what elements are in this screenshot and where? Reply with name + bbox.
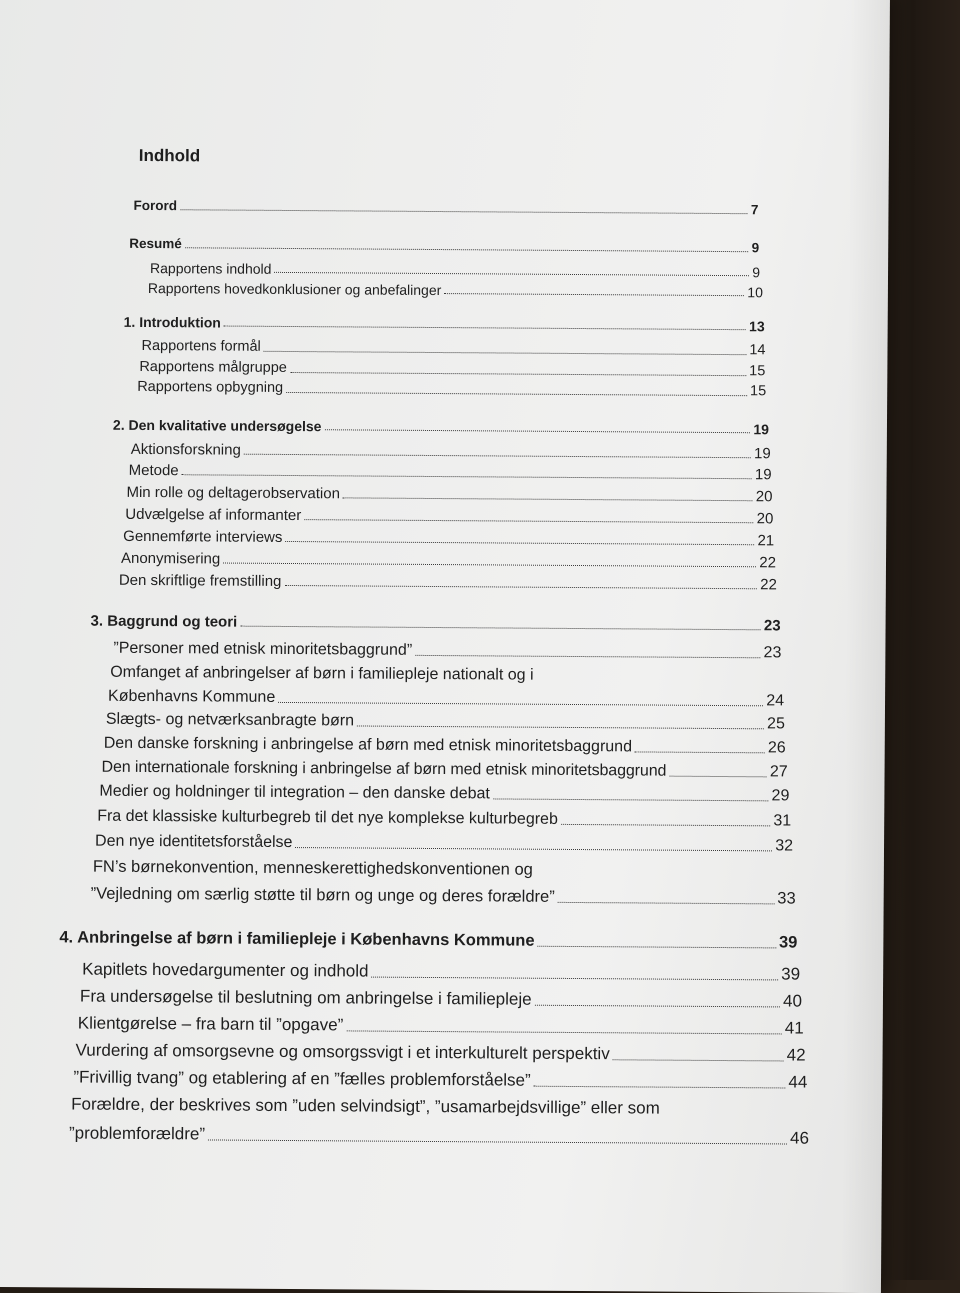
toc-entry-den-skriftlige-fremstilling	[119, 572, 777, 594]
toc-entry-gennemfoerte-interviews	[123, 528, 774, 550]
toc-label: Slægts- og netværksanbragte børn	[105, 710, 355, 730]
toc-label: Fra undersøgelse til beslutning om anbringelse i familiepleje	[79, 986, 532, 1009]
toc-entry-anbringelse	[59, 928, 797, 952]
toc-page-number: 39	[778, 933, 798, 952]
toc-leader-dots	[613, 1058, 784, 1061]
toc-leader-dots	[208, 1138, 787, 1144]
toc-leader-dots	[635, 751, 765, 754]
toc-entry-rapportens-indhold	[150, 260, 760, 280]
toc-leader-dots	[264, 349, 747, 354]
toc-page-number: 33	[777, 889, 796, 908]
toc-entry-fn-line1: FN’s børnekonvention, menneskerettighedskonventionen og	[92, 857, 533, 879]
toc-leader-dots	[357, 725, 764, 730]
toc-entry-slaegts-og-netvaerk	[106, 711, 785, 734]
toc-entry-frivillig-tvang	[73, 1068, 807, 1093]
toc-entry-metode	[129, 462, 772, 484]
toc-page-number: 25	[767, 715, 785, 733]
toc-entry-omfanget	[108, 688, 784, 711]
toc-page-number: 23	[763, 644, 782, 662]
toc-entry-danske-forskning	[104, 735, 786, 758]
toc-entry-rapportens-formaal	[141, 338, 765, 359]
toc-entry-aktionsforskning	[131, 441, 771, 463]
toc-leader-dots	[304, 518, 753, 523]
toc-page-number: 22	[760, 576, 777, 594]
toc-page-number: 26	[767, 739, 786, 757]
toc-page-number: 9	[752, 264, 761, 281]
page-title: Indhold	[138, 145, 201, 166]
toc-leader-dots	[224, 325, 746, 331]
toc-page-number: 24	[766, 692, 785, 710]
toc-page-number: 20	[756, 510, 774, 528]
toc-leader-dots	[324, 428, 750, 433]
toc-label: ”Vejledning om særlig støtte til børn og unge og deres forældre”	[90, 884, 555, 906]
toc-page-number: 39	[781, 964, 801, 984]
toc-page-number: 27	[769, 763, 788, 781]
toc-label: Gennemførte interviews	[123, 527, 283, 546]
toc-leader-dots	[244, 453, 751, 459]
toc-page-number: 23	[763, 617, 781, 635]
toc-label: Resumé	[129, 235, 182, 252]
toc-page-number: 9	[751, 240, 760, 256]
toc-leader-dots	[538, 945, 776, 949]
toc-label: Den nye identitetsforståelse	[94, 832, 293, 852]
toc-entry-forord	[133, 198, 758, 218]
toc-page-number: 44	[788, 1072, 808, 1092]
toc-leader-dots	[415, 654, 760, 658]
toc-leader-dots	[285, 540, 754, 545]
toc-entry-internationale-forskning	[101, 759, 787, 782]
toc-label: Min rolle og deltagerobservation	[126, 483, 341, 503]
toc-page-number: 22	[759, 554, 777, 572]
toc-label: Den internationale forskning i anbringelse af børn med etnisk minoritetsbaggrund	[101, 758, 667, 780]
toc-leader-dots	[290, 371, 746, 376]
toc-entry-rapportens-maalgruppe	[139, 359, 765, 380]
toc-page-number: 21	[757, 532, 775, 550]
toc-page-number: 7	[750, 202, 759, 218]
toc-label: Klientgørelse – fra barn til ”opgave”	[77, 1013, 344, 1035]
toc-page-number: 10	[747, 284, 763, 301]
toc-leader-dots	[534, 1084, 786, 1088]
toc-leader-dots	[558, 901, 775, 905]
toc-label: 2. Den kvalitative undersøgelse	[112, 416, 322, 435]
toc-label: ”Frivillig tvang” og etablering af en ”fælles problemforståelse”	[73, 1067, 531, 1090]
toc-page-number: 19	[753, 421, 769, 438]
toc-leader-dots	[286, 391, 747, 396]
toc-label: 3. Baggrund og teori	[90, 612, 238, 631]
toc-entry-klientgoerelse	[78, 1014, 804, 1039]
toc-page-number: 31	[773, 812, 792, 830]
toc-label: Rapportens formål	[141, 337, 261, 355]
toc-leader-dots	[278, 701, 763, 706]
toc-label: Anonymisering	[120, 549, 221, 568]
toc-label: ”Personer med etnisk minoritetsbaggrund”	[113, 639, 413, 659]
toc-entry-rapportens-opbygning	[137, 379, 766, 400]
toc-label: Københavns Kommune	[108, 687, 276, 706]
toc-leader-dots	[223, 562, 756, 568]
toc-label: ”problemforældre”	[68, 1123, 206, 1144]
toc-page-number: 19	[754, 445, 771, 463]
toc-entry-fn-boernekonvention	[91, 885, 796, 909]
toc-page-number: 13	[749, 318, 765, 335]
toc-label: Rapportens opbygning	[137, 378, 284, 396]
toc-label: Den skriftlige fremstilling	[118, 571, 282, 590]
toc-leader-dots	[371, 975, 778, 980]
toc-label: Metode	[128, 461, 179, 480]
toc-entry-kapitlets-hovedargumenter	[82, 960, 800, 985]
toc-leader-dots	[182, 473, 752, 479]
toc-page-number: 46	[790, 1128, 810, 1148]
toc-page-number: 14	[749, 342, 766, 359]
toc-entry-identitetsforstaaelse	[95, 833, 793, 856]
toc-leader-dots	[493, 798, 769, 802]
toc-leader-dots	[185, 246, 749, 252]
toc-entry-udvaelgelse	[125, 506, 773, 528]
toc-leader-dots	[343, 497, 753, 502]
toc-label: Rapportens indhold	[149, 260, 272, 277]
toc-page-number: 40	[782, 991, 803, 1011]
toc-label: Udvælgelse af informanter	[125, 505, 302, 525]
toc-leader-dots	[240, 625, 761, 631]
toc-page-number: 15	[749, 363, 766, 380]
toc-entry-den-kvalitative-undersoegelse	[113, 417, 769, 438]
toc-page-number: 32	[775, 837, 794, 855]
toc-label: Den danske forskning i anbringelse af børn med etnisk minoritetsbaggrund	[103, 734, 633, 756]
toc-entry-foraeldre-line1: Forældre, der beskrives som ”uden selvindsigt”, ”usamarbejdsvillige” eller som	[71, 1094, 660, 1118]
toc-entry-foraeldre	[69, 1123, 809, 1148]
toc-entry-vurdering-af-omsorgsevne	[76, 1041, 806, 1066]
toc-page-number: 19	[754, 466, 772, 484]
toc-entry-omfanget-line1: Omfanget af anbringelser af børn i familiepleje nationalt og i	[110, 663, 534, 684]
toc-entry-fra-undersoegelse	[80, 987, 802, 1012]
toc-label: Rapportens målgruppe	[139, 358, 287, 376]
toc-entry-introduktion	[124, 314, 765, 335]
toc-entry-resume	[129, 236, 759, 256]
toc-leader-dots	[444, 292, 744, 296]
toc-entry-rapportens-hovedkonklusioner	[148, 280, 763, 300]
toc-page-number: 42	[786, 1045, 806, 1065]
toc-entry-personer-med-etnisk	[113, 640, 781, 663]
toc-leader-dots	[561, 823, 771, 826]
toc-label: Vurdering af omsorgsevne og omsorgssvigt i et interkulturelt perspektiv	[75, 1040, 610, 1064]
toc-entry-min-rolle	[126, 484, 772, 506]
toc-page-number: 20	[755, 488, 773, 506]
toc-page-number: 29	[771, 787, 790, 805]
toc-leader-dots	[295, 846, 772, 851]
toc-label: Forord	[133, 197, 178, 214]
toc-label: Aktionsforskning	[130, 440, 241, 459]
toc-entry-kulturbegreb	[97, 808, 791, 831]
toc-leader-dots	[346, 1029, 782, 1034]
toc-entry-medier-og-holdninger	[99, 783, 789, 806]
toc-leader-dots	[274, 271, 749, 276]
toc-label: Kapitlets hovedargumenter og indhold	[82, 959, 369, 981]
toc-leader-dots	[284, 584, 757, 589]
toc-entry-baggrund-og-teori	[91, 613, 781, 635]
toc-entry-anonymisering	[121, 550, 776, 572]
toc-leader-dots	[669, 775, 767, 778]
toc-page-number: 41	[784, 1018, 804, 1038]
toc-label: 1. Introduktion	[123, 313, 221, 331]
toc-label: Medier og holdninger til integration – den danske debat	[99, 782, 490, 803]
toc-label: Rapportens hovedkonklusioner og anbefalinger	[147, 280, 442, 299]
toc-label: 4. Anbringelse af børn i familiepleje i Københavns Kommune	[59, 928, 535, 950]
toc-page-number: 15	[750, 383, 767, 400]
toc-leader-dots	[180, 208, 748, 214]
toc-leader-dots	[535, 1003, 780, 1007]
toc-label: Fra det klassiske kulturbegreb til det nye komplekse kulturbegreb	[97, 807, 558, 828]
